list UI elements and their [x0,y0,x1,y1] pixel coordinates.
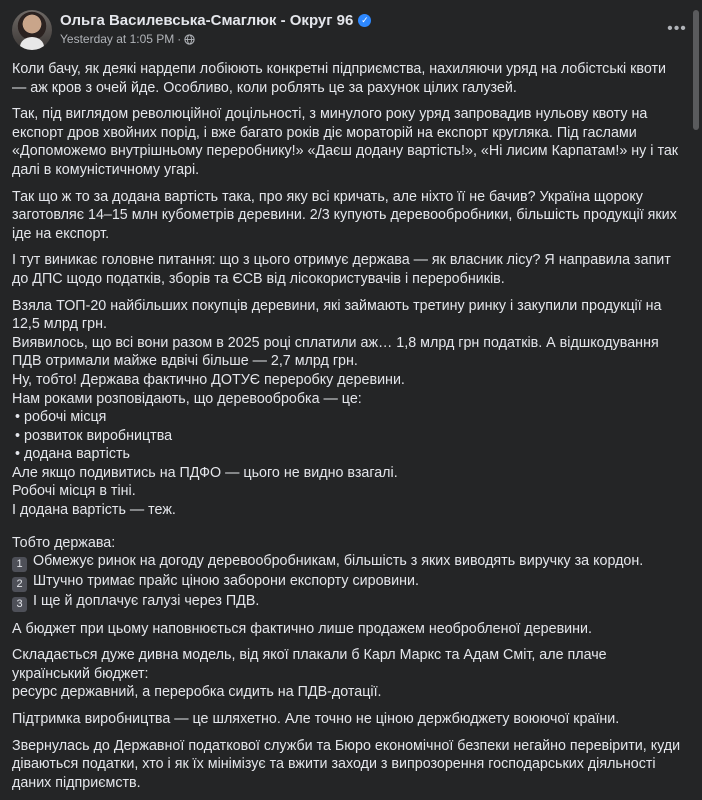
post-paragraph: Взяла ТОП-20 найбільших покупців деревини, які займають третину ринку і закупили продукції на 12,5 млрд грн. [12,297,662,333]
keycap-number-icon: 2 [12,577,27,592]
post-paragraph: І тут виникає головне питання: що з цього отримує держава — як власник лісу? Я направила запит до ДПС щодо податків, зборів та ЄСВ від лісокористувачів і переробників. [12,252,671,287]
author-name-row [60,12,371,29]
post-paragraph: І додана вартість — теж. [12,502,176,519]
verified-badge-icon: ✓ [358,14,371,27]
bullet-mark: • [15,427,21,444]
post-paragraph: Так що ж то за додана вартість така, про яку всі кричать, але ніхто її не бачив? Україна щороку заготовляє 14–15 млн кубометрів деревини. 2/3 купують деревообробники, більшість продукції яких іде на експорт. [12,188,677,242]
meta-separator: · [177,32,182,46]
post-paragraph: Так, під виглядом революційної доцільності, з минулого року уряд запровадив нульову квоту на експорт дров хвойних порід, і вже багато років діє мораторій на експорт кругляка. Під гаслами «Допоможемо внутрішньому переробнику!» «Даєш додану вартість!», «Ні лисим Карпатам!» ну і так далі в комуністичному угарі. [12,106,679,178]
bullet-mark: • [15,409,21,426]
list-item [12,592,684,612]
post-paragraph: Робочі місця в тіні. [12,483,136,500]
bullet-list [12,408,684,464]
list-item-text: Штучно тримає прайс ціною заборони експорту сировини. [33,573,419,590]
list-item-text: Обмежує ринок на догоду деревообробникам, більшість з яких виводять виручку за кордон. [33,553,644,570]
post-paragraph: Але якщо подивитись на ПДФО — цього не видно взагалі. [12,464,398,481]
more-options-icon[interactable]: ••• [667,20,687,37]
post-paragraph: Коли бачу, як деякі нардепи лобіюють конкретні підприємства, нахиляючи уряд на лобістські квоти — аж кров з очей йде. Особливо, коли роблять це за рахунок цілих галузей. [12,61,667,96]
post-meta [60,32,195,46]
author-avatar[interactable] [12,10,52,50]
post-paragraph: Нам роками розповідають, що деревообробка — це: [12,390,362,407]
scrollbar[interactable] [692,0,700,778]
post-paragraph: А бюджет при цьому наповнюється фактично лише продажем необробленої деревини. [12,620,593,637]
scrollbar-thumb[interactable] [693,10,699,130]
globe-icon[interactable] [184,34,195,45]
list-item [12,552,684,572]
post-paragraph: Ну, тобто! Держава фактично ДОТУЄ переробку деревини. [12,371,405,388]
list-item [12,445,684,464]
list-item [12,408,684,427]
keycap-number-icon: 1 [12,557,27,572]
post-paragraph: ресурс державний, а переробка сидить на ПДВ-дотації. [12,684,382,701]
list-item [12,572,684,592]
bullet-mark: • [15,446,21,463]
post-paragraph: Складається дуже дивна модель, від якої плакали б Карл Маркс та Адам Сміт, але плаче український бюджет: [12,647,607,682]
post-body [12,60,684,800]
list-item-text: розвиток виробництва [24,427,173,444]
keycap-number-icon: 3 [12,597,27,612]
list-item-text: додана вартість [24,446,130,463]
post-header [12,10,702,54]
post-paragraph: Виявилось, що всі вони разом в 2025 році сплатили аж… 1,8 млрд грн податків. А відшкодування ПДВ отримали майже вдвічі більше — 2,7 млрд грн. [12,334,659,370]
author-name-link[interactable]: Ольга Василевська-Смаглюк - Округ 96 [60,12,354,29]
post-paragraph: Підтримка виробництва — це шляхетно. Але точно не ціною держбюджету воюючої країни. [12,711,620,728]
list-item-text: робочі місця [24,409,107,426]
numbered-list [12,552,684,611]
post-paragraph: Звернулась до Державної податкової служби та Бюро економічної безпеки негайно перевірити, куди діваються податки, хто і як їх мінімізує та вжити заходи з випрозорення господарських діяльності даних підприємств. [12,737,681,791]
post-timestamp-link[interactable]: Yesterday at 1:05 PM [60,32,175,46]
post-paragraph: Тобто держава: [12,534,116,551]
list-item-text: І ще й доплачує галузі через ПДВ. [33,592,260,609]
list-item [12,427,684,446]
